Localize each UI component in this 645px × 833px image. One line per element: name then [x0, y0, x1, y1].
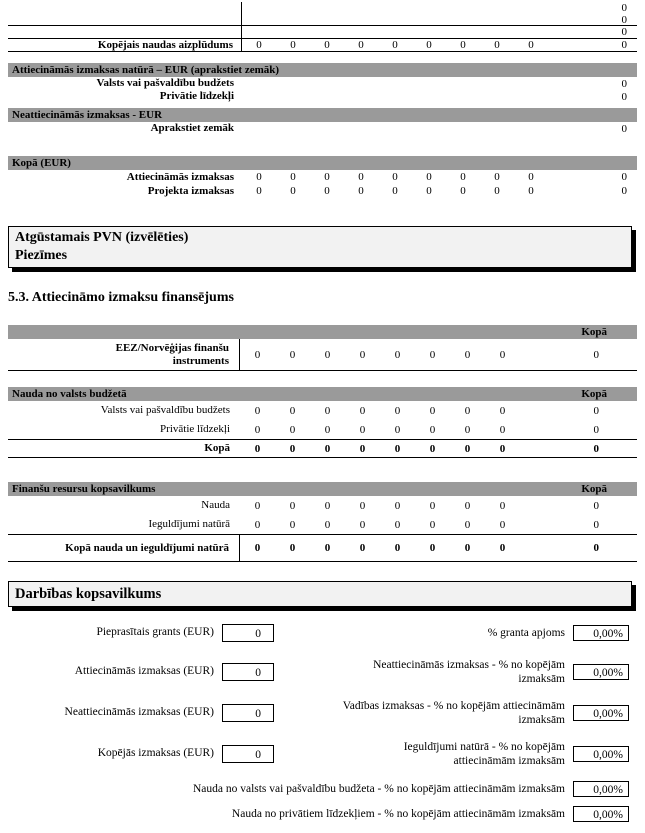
value-cell: 0 [324, 518, 331, 531]
value-cells [240, 401, 520, 420]
state-municipal-budget-row [8, 401, 637, 420]
eligible-costs-field[interactable]: 0 [222, 663, 274, 681]
row-label [8, 14, 242, 25]
value-cell: 0 [426, 185, 432, 197]
section-title: Nauda no valsts budžetā [12, 388, 127, 400]
summary-title: Darbības kopsavilkums [15, 586, 162, 602]
table-row [8, 14, 637, 26]
total-cell: 0 [621, 26, 627, 38]
value-cell: 0 [394, 518, 401, 531]
table-row [8, 90, 637, 103]
value-cell: 0 [499, 348, 506, 361]
value-cell: 0 [394, 423, 401, 436]
form-row [8, 658, 637, 687]
value-cell: 0 [528, 171, 534, 183]
value-cells [240, 496, 520, 515]
total-cash-and-inkind-row [8, 534, 637, 562]
value-cell: 0 [289, 542, 296, 554]
state-budget-percent-field[interactable]: 0,00% [573, 781, 629, 797]
value-cell: 0 [324, 185, 330, 197]
value-cells [240, 440, 520, 457]
value-cell: 0 [429, 518, 436, 531]
kopa-column-header: Kopā [581, 483, 607, 495]
value-cell: 0 [460, 171, 466, 183]
value-cell: 0 [394, 499, 401, 512]
value-cell: 0 [256, 39, 262, 51]
total-cell: 0 [621, 77, 627, 90]
total-cell: 0 [621, 185, 627, 197]
value-cell: 0 [394, 442, 401, 455]
private-funds-percent-field[interactable]: 0,00% [573, 806, 629, 822]
value-cell: 0 [464, 348, 471, 361]
field-label: Ieguldījumi natūrā - % no kopējām attiecināmām izmaksām [403, 740, 565, 767]
value-cell: 0 [289, 423, 296, 436]
row-label [8, 26, 242, 38]
value-cell: 0 [464, 442, 471, 455]
requested-grant-field[interactable]: 0 [222, 624, 274, 642]
total-cell: 0 [593, 542, 599, 554]
value-cell: 0 [499, 499, 506, 512]
value-cell: 0 [464, 404, 471, 417]
row-label: Ieguldījumi natūrā [148, 518, 230, 531]
value-cell: 0 [256, 171, 262, 183]
row-label: Kopā nauda un ieguldījumi natūrā [8, 535, 240, 561]
inkind-contributions-row [8, 515, 637, 534]
section-title: Finanšu resursu kopsavilkums [12, 483, 156, 495]
value-cell: 0 [289, 348, 296, 361]
value-cell: 0 [359, 404, 366, 417]
value-cell: 0 [429, 542, 436, 554]
value-cell: 0 [359, 542, 366, 554]
section-title: Attiecināmās izmaksas natūrā – EUR (aprakstiet zemāk) [12, 64, 280, 76]
value-cell: 0 [324, 499, 331, 512]
value-cell: 0 [254, 542, 261, 554]
value-cell: 0 [254, 499, 261, 512]
value-cell: 0 [359, 423, 366, 436]
value-cells [240, 339, 520, 370]
value-cell: 0 [359, 442, 366, 455]
resources-summary-header-bar [8, 482, 637, 496]
form-row [8, 740, 637, 769]
table-row [8, 26, 637, 38]
private-funds-row [8, 420, 637, 439]
ineligible-percent-field[interactable]: 0,00% [573, 664, 629, 680]
row-label: Kopējais naudas aizplūdums [8, 39, 242, 51]
value-cell: 0 [324, 442, 331, 455]
value-cell: 0 [460, 39, 466, 51]
field-label: Nauda no valsts vai pašvaldību budžeta - % no kopējām attiecināmām izmaksām [192, 783, 565, 796]
field-label: Attiecināmās izmaksas (EUR) [74, 665, 214, 678]
field-label: % granta apjoms [487, 626, 565, 639]
total-cash-outflow-row [8, 38, 637, 52]
value-cell: 0 [392, 171, 398, 183]
value-cell: 0 [429, 442, 436, 455]
value-cell: 0 [499, 518, 506, 531]
vat-notes-box [8, 226, 632, 268]
project-costs-row [8, 184, 637, 198]
row-label: Privātie līdzekļi [159, 90, 234, 103]
value-cell: 0 [289, 442, 296, 455]
value-cell: 0 [254, 442, 261, 455]
row-label: EEZ/Norvēģijas finanšu instruments [8, 339, 240, 370]
row-label: Kopā [204, 442, 230, 455]
vat-recoverable-select[interactable]: Atgūstamais PVN (izvēlēties) [15, 230, 189, 245]
value-cell: 0 [324, 542, 331, 554]
table-row [8, 77, 637, 90]
total-cell: 0 [593, 499, 599, 512]
row-label [8, 2, 242, 14]
row-label: Nauda [201, 499, 230, 512]
value-cell: 0 [429, 423, 436, 436]
value-cell: 0 [464, 423, 471, 436]
value-cell: 0 [254, 404, 261, 417]
value-cell: 0 [528, 185, 534, 197]
form-row [8, 699, 637, 728]
value-cell: 0 [499, 423, 506, 436]
table-row [8, 122, 637, 135]
value-cell: 0 [324, 404, 331, 417]
total-costs-field[interactable]: 0 [222, 745, 274, 763]
eez-financial-instrument-row [8, 339, 637, 371]
section-header-totals-eur [8, 156, 637, 170]
value-cell: 0 [528, 39, 534, 51]
value-cell: 0 [429, 348, 436, 361]
total-cell: 0 [621, 39, 627, 51]
eligible-costs-row [8, 170, 637, 184]
form-row [8, 806, 637, 822]
value-cell: 0 [359, 348, 366, 361]
value-cell: 0 [499, 542, 506, 554]
form-row [8, 781, 637, 797]
total-cell: 0 [621, 171, 627, 183]
value-cell: 0 [494, 171, 500, 183]
table-row [8, 2, 637, 14]
notes-label: Piezīmes [15, 248, 68, 263]
field-label: Kopējās izmaksas (EUR) [97, 746, 214, 759]
value-cells [242, 170, 548, 184]
section-5-3-title: 5.3. Attiecināmo izmaksu finansējums [8, 290, 234, 305]
form-row [8, 624, 637, 642]
value-cell: 0 [358, 185, 364, 197]
cash-row [8, 496, 637, 515]
activity-summary-box [8, 581, 632, 607]
value-cell: 0 [494, 39, 500, 51]
value-cells [242, 39, 548, 51]
value-cell: 0 [324, 171, 330, 183]
total-cell: 0 [593, 442, 599, 455]
value-cells [240, 535, 520, 561]
field-label: Vadības izmaksas - % no kopējām attiecināmām izmaksām [342, 699, 565, 727]
value-cell: 0 [429, 404, 436, 417]
value-cell: 0 [494, 185, 500, 197]
total-cell: 0 [593, 404, 599, 417]
state-budget-header-bar [8, 387, 637, 401]
total-cell: 0 [621, 13, 627, 26]
value-cell: 0 [324, 39, 330, 51]
value-cell: 0 [394, 348, 401, 361]
row-label: Attiecināmās izmaksas [126, 170, 234, 183]
value-cell: 0 [426, 171, 432, 183]
value-cell: 0 [289, 404, 296, 417]
value-cell: 0 [324, 348, 331, 361]
field-label: Pieprasītais grants (EUR) [96, 626, 214, 639]
value-cell: 0 [394, 542, 401, 554]
row-label: Valsts vai pašvaldību budžets [100, 404, 230, 417]
value-cell: 0 [290, 171, 296, 183]
section-title: Neattiecināmās izmaksas - EUR [12, 109, 163, 121]
value-cell: 0 [254, 348, 261, 361]
row-label: Valsts vai pašvaldību budžets [96, 77, 234, 90]
section-title: Kopā (EUR) [12, 157, 71, 169]
row-label: Projekta izmaksas [147, 184, 234, 197]
value-cell: 0 [254, 423, 261, 436]
value-cell: 0 [290, 39, 296, 51]
management-percent-field[interactable]: 0,00% [573, 705, 629, 721]
total-cell: 0 [593, 348, 599, 361]
value-cell: 0 [359, 499, 366, 512]
value-cell: 0 [464, 518, 471, 531]
value-cell: 0 [499, 442, 506, 455]
eez-table-header-bar [8, 325, 637, 339]
row-label: Privātie līdzekļi [160, 423, 230, 436]
row-label: Aprakstiet zemāk [150, 122, 234, 135]
value-cell: 0 [464, 499, 471, 512]
value-cell: 0 [358, 39, 364, 51]
ineligible-costs-field[interactable]: 0 [222, 704, 274, 722]
total-cell: 0 [621, 90, 627, 103]
value-cell: 0 [359, 518, 366, 531]
value-cell: 0 [499, 404, 506, 417]
value-cells [242, 184, 548, 198]
value-cell: 0 [460, 185, 466, 197]
value-cell: 0 [426, 39, 432, 51]
value-cell: 0 [256, 185, 262, 197]
value-cells [240, 420, 520, 439]
field-label: Neattiecināmās izmaksas - % no kopējām izmaksām [373, 659, 565, 686]
total-cell: 0 [593, 518, 599, 531]
total-cell: 0 [621, 122, 627, 135]
inkind-percent-field[interactable]: 0,00% [573, 746, 629, 762]
value-cells [240, 515, 520, 534]
kopa-column-header: Kopā [581, 388, 607, 400]
value-cell: 0 [464, 542, 471, 554]
total-cell: 0 [593, 423, 599, 436]
summary-form [8, 624, 637, 822]
value-cell: 0 [394, 404, 401, 417]
field-label: Nauda no privātiem līdzekļiem - % no kopējām attiecināmām izmaksām [231, 808, 565, 821]
value-cell: 0 [289, 499, 296, 512]
grant-percent-field[interactable]: 0,00% [573, 625, 629, 641]
value-cell: 0 [324, 423, 331, 436]
value-cell: 0 [392, 185, 398, 197]
value-cell: 0 [254, 518, 261, 531]
field-label: Neattiecināmās izmaksas (EUR) [64, 706, 214, 719]
value-cell: 0 [429, 499, 436, 512]
cash-flow-table-fragment [8, 2, 637, 52]
section-header-ineligible-costs [8, 108, 637, 122]
kopa-column-header: Kopā [581, 326, 607, 338]
value-cell: 0 [392, 39, 398, 51]
value-cell: 0 [358, 171, 364, 183]
state-budget-total-row [8, 439, 637, 458]
section-header-inkind-costs [8, 63, 637, 77]
value-cell: 0 [290, 185, 296, 197]
total-cell: 0 [621, 2, 627, 14]
value-cell: 0 [289, 518, 296, 531]
